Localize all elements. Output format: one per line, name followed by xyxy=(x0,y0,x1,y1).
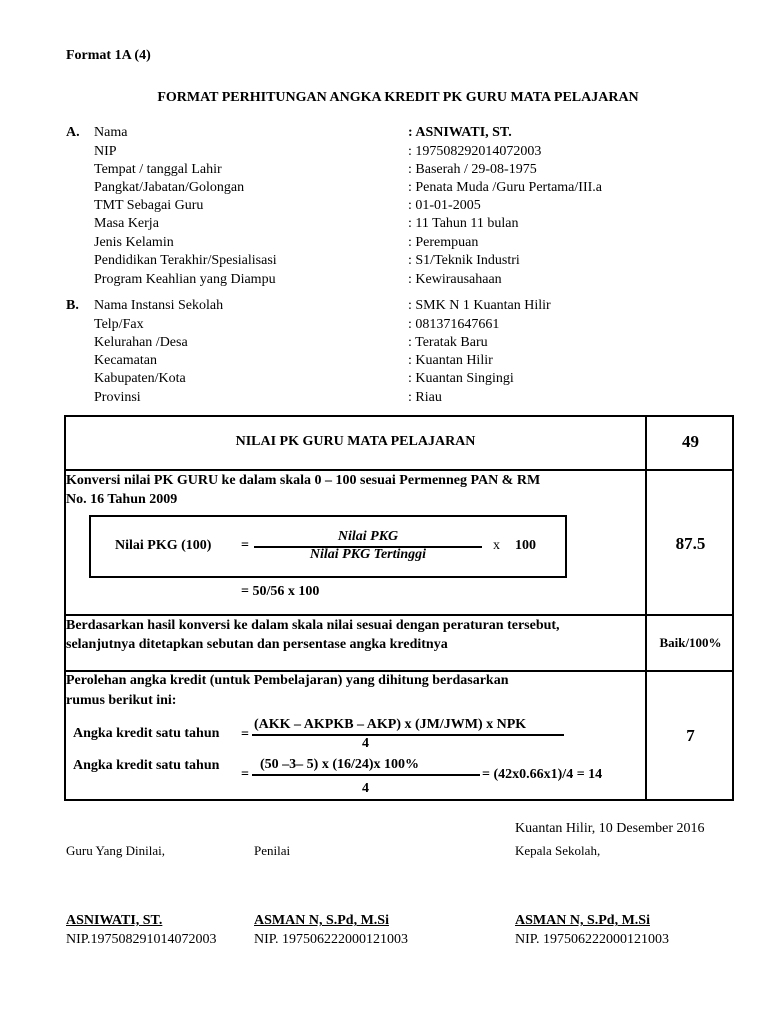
identity-row-masa-kerja xyxy=(0,215,768,233)
school-value: : Kuantan Singingi xyxy=(408,371,514,386)
identity-value: : Penata Muda /Guru Pertama/III.a xyxy=(408,180,602,195)
table-row-divider xyxy=(64,670,734,672)
identity-row-tmt xyxy=(0,197,768,215)
credit-formula-denominator: 4 xyxy=(362,736,369,751)
school-value: : SMK N 1 Kuantan Hilir xyxy=(408,298,551,313)
identity-value: : S1/Teknik Industri xyxy=(408,253,520,268)
identity-value: : ASNIWATI, ST. xyxy=(408,125,512,140)
school-row-provinsi xyxy=(0,389,768,407)
credit-value: 7 xyxy=(686,726,695,745)
category-text-line2: selanjutnya ditetapkan sebutan dan persentase angka kreditnya xyxy=(66,637,448,652)
pk-score-value: 49 xyxy=(682,432,699,451)
page-title: FORMAT PERHITUNGAN ANGKA KREDIT PK GURU MATA PELAJARAN xyxy=(157,90,639,105)
credit-calc-result: = (42x0.66x1)/4 = 14 xyxy=(482,767,603,782)
identity-label: Pendidikan Terakhir/Spesialisasi xyxy=(94,253,277,268)
identity-row-jenis-kelamin xyxy=(0,234,768,252)
credit-formula-numerator: (AKK – AKPKB – AKP) x (JM/JWM) x NPK xyxy=(254,717,527,732)
section-b-marker: B. xyxy=(66,298,79,313)
identity-value: : Baserah / 29-08-1975 xyxy=(408,162,537,177)
school-row-telp xyxy=(0,316,768,334)
credit-formula-equals: = xyxy=(241,727,249,742)
credit-text-line1: Perolehan angka kredit (untuk Pembelajaran) yang dihitung berdasarkan xyxy=(66,673,509,688)
school-value: : Kuantan Hilir xyxy=(408,353,493,368)
identity-label: Pangkat/Jabatan/Golongan xyxy=(94,180,245,195)
identity-label: Program Keahlian yang Diampu xyxy=(94,272,276,287)
identity-row-nip xyxy=(0,143,768,161)
identity-value: : 01-01-2005 xyxy=(408,198,481,213)
school-row-kelurahan xyxy=(0,334,768,352)
school-label: Kelurahan /Desa xyxy=(94,335,188,350)
identity-value: : Perempuan xyxy=(408,235,479,250)
formula-hundred: 100 xyxy=(515,538,536,553)
signer-name-teacher: ASNIWATI, ST. xyxy=(66,913,163,928)
formula-times: x xyxy=(493,538,500,553)
identity-value: : 197508292014072003 xyxy=(408,144,542,159)
identity-row-program xyxy=(0,271,768,289)
school-row-kabupaten xyxy=(0,370,768,388)
identity-value: : 11 Tahun 11 bulan xyxy=(408,216,519,231)
identity-label: TMT Sebagai Guru xyxy=(94,198,204,213)
school-value: : 081371647661 xyxy=(408,317,500,332)
credit-formula-label: Angka kredit satu tahun xyxy=(73,726,220,741)
table-row-divider xyxy=(64,469,734,471)
school-value: : Riau xyxy=(408,390,442,405)
credit-formula-fraction-line xyxy=(252,734,564,736)
school-label: Nama Instansi Sekolah xyxy=(94,298,224,313)
place-date: Kuantan Hilir, 10 Desember 2016 xyxy=(515,821,705,836)
school-label: Kabupaten/Kota xyxy=(94,371,186,386)
identity-label: Jenis Kelamin xyxy=(94,235,174,250)
pk-score-label: NILAI PK GURU MATA PELAJARAN xyxy=(235,434,476,449)
formula-numerator: Nilai PKG xyxy=(337,529,399,544)
identity-row-nama xyxy=(0,124,768,142)
signer-nip-assessor: NIP. 197506222000121003 xyxy=(254,932,409,947)
credit-calc-numerator: (50 –3– 5) x (16/24)x 100% xyxy=(260,757,420,772)
identity-row-pendidikan xyxy=(0,252,768,270)
school-value: : Teratak Baru xyxy=(408,335,488,350)
signer-name-assessor: ASMAN N, S.Pd, M.Si xyxy=(254,913,389,928)
table-row-divider xyxy=(64,614,734,616)
formula-equals: = xyxy=(241,538,249,553)
identity-label: NIP xyxy=(94,144,117,159)
category-value: Baik/100% xyxy=(659,635,722,650)
signer-role-assessor: Penilai xyxy=(254,843,291,858)
formula-denominator: Nilai PKG Tertinggi xyxy=(309,547,427,562)
credit-text-line2: rumus berikut ini: xyxy=(66,693,177,708)
formula-result: = 50/56 x 100 xyxy=(241,584,320,599)
identity-value: : Kewirausahaan xyxy=(408,272,502,287)
school-row-kecamatan xyxy=(0,352,768,370)
signer-nip-principal: NIP. 197506222000121003 xyxy=(515,932,670,947)
school-label: Kecamatan xyxy=(94,353,157,368)
identity-label: Nama xyxy=(94,125,128,140)
credit-calc-label: Angka kredit satu tahun xyxy=(73,758,220,773)
conversion-text-line2: No. 16 Tahun 2009 xyxy=(66,492,178,507)
conversion-text-line1: Konversi nilai PK GURU ke dalam skala 0 – 100 sesuai Permenneg PAN & RM xyxy=(66,473,541,488)
identity-label: Masa Kerja xyxy=(94,216,159,231)
school-label: Telp/Fax xyxy=(94,317,144,332)
format-label: Format 1A (4) xyxy=(66,48,151,63)
formula-label: Nilai PKG (100) xyxy=(115,538,212,553)
school-label: Provinsi xyxy=(94,390,141,405)
credit-calc-denominator: 4 xyxy=(362,781,369,796)
credit-calc-equals: = xyxy=(241,767,249,782)
school-row-instansi xyxy=(0,297,768,315)
signer-role-teacher: Guru Yang Dinilai, xyxy=(66,843,165,858)
signer-role-principal: Kepala Sekolah, xyxy=(515,843,601,858)
identity-row-pangkat xyxy=(0,179,768,197)
section-a-marker: A. xyxy=(66,125,80,140)
identity-row-ttl xyxy=(0,161,768,179)
converted-score-value: 87.5 xyxy=(675,534,706,553)
signer-name-principal: ASMAN N, S.Pd, M.Si xyxy=(515,913,650,928)
category-text-line1: Berdasarkan hasil konversi ke dalam skala nilai sesuai dengan peraturan tersebut, xyxy=(66,618,560,633)
identity-label: Tempat / tanggal Lahir xyxy=(94,162,222,177)
credit-calc-fraction-line xyxy=(252,774,480,776)
signer-nip-teacher: NIP.197508291014072003 xyxy=(66,932,217,947)
